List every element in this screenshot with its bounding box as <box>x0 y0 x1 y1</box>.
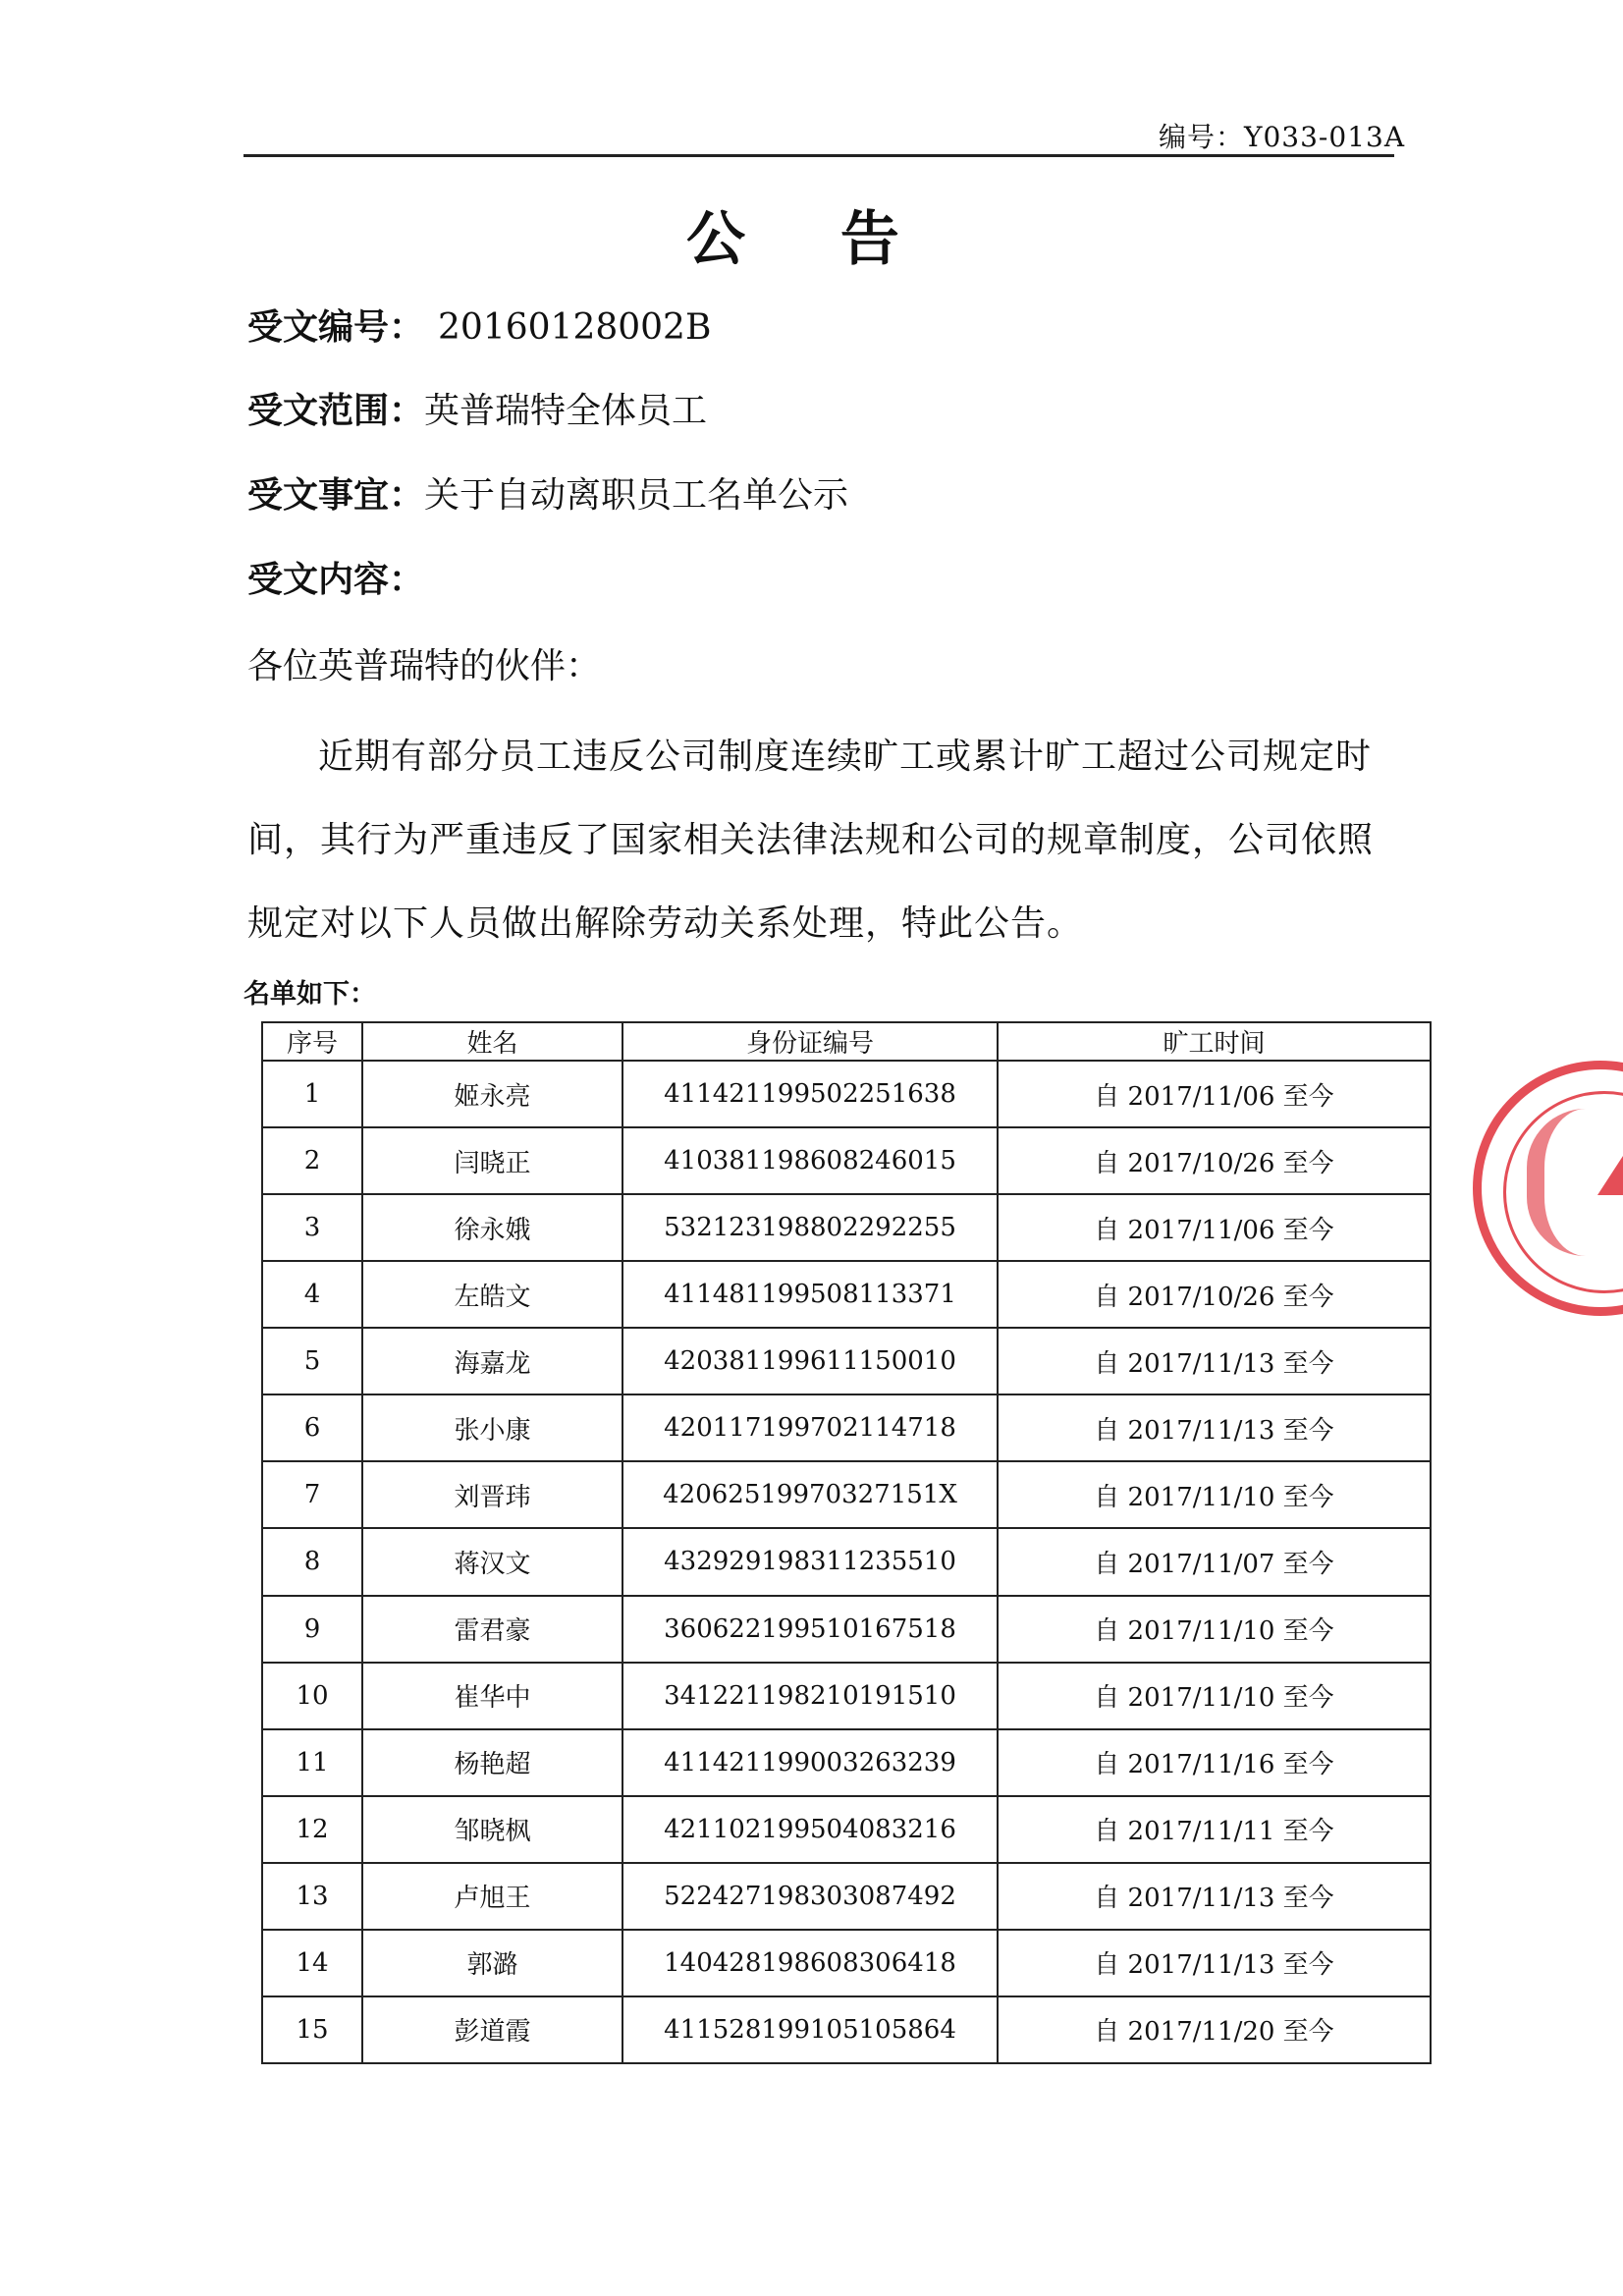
body-paragraph <box>247 715 1386 965</box>
cell-index: 8 <box>262 1528 362 1595</box>
greeting: 各位英普瑞特的伙伴： <box>247 646 602 686</box>
company-seal <box>1473 1061 1623 1316</box>
page-title: 公 告 <box>686 205 937 274</box>
table-row <box>262 1863 1431 1930</box>
cell-index: 9 <box>262 1596 362 1663</box>
cell-name: 杨艳超 <box>362 1729 622 1796</box>
cell-absence-period: 自 2017/10/26 至今 <box>998 1261 1431 1328</box>
cell-index: 4 <box>262 1261 362 1328</box>
cell-index: 11 <box>262 1729 362 1796</box>
table-row <box>262 1796 1431 1863</box>
cell-name: 闫晓正 <box>362 1127 622 1194</box>
header-absence-period: 旷工时间 <box>998 1022 1431 1061</box>
cell-id-number: 411528199105105864 <box>622 1996 998 2063</box>
cell-index: 14 <box>262 1930 362 1996</box>
cell-name: 张小康 <box>362 1394 622 1461</box>
header-rule <box>243 154 1394 157</box>
table-header-row <box>262 1022 1431 1061</box>
cell-name: 卢旭王 <box>362 1863 622 1930</box>
doc-id-field <box>247 300 711 350</box>
cell-id-number: 522427198303087492 <box>622 1863 998 1930</box>
cell-index: 1 <box>262 1061 362 1127</box>
table-row <box>262 1061 1431 1127</box>
cell-absence-period: 自 2017/10/26 至今 <box>998 1127 1431 1194</box>
table-row <box>262 1996 1431 2063</box>
cell-absence-period: 自 2017/11/10 至今 <box>998 1596 1431 1663</box>
cell-id-number: 421102199504083216 <box>622 1796 998 1863</box>
cell-name: 崔华中 <box>362 1663 622 1729</box>
cell-id-number: 432929198311235510 <box>622 1528 998 1595</box>
table-row <box>262 1394 1431 1461</box>
content-label: 受文内容： <box>247 560 425 600</box>
cell-name: 海嘉龙 <box>362 1328 622 1394</box>
table-row <box>262 1930 1431 1996</box>
table-row <box>262 1194 1431 1261</box>
body-text: 近期有部分员工违反公司制度连续旷工或累计旷工超过公司规定时间，其行为严重违反了国家相关法律法规和公司的规章制度，公司依照规定对以下人员做出解除劳动关系处理，特此公告。 <box>247 737 1375 944</box>
cell-id-number: 411481199508113371 <box>622 1261 998 1328</box>
scope-value: 英普瑞特全体员工 <box>424 391 708 431</box>
table-row <box>262 1328 1431 1394</box>
cell-id-number: 410381198608246015 <box>622 1127 998 1194</box>
cell-absence-period: 自 2017/11/10 至今 <box>998 1663 1431 1729</box>
cell-id-number: 140428198608306418 <box>622 1930 998 1996</box>
cell-id-number: 411421199003263239 <box>622 1729 998 1796</box>
cell-id-number: 42062519970327151X <box>622 1461 998 1528</box>
cell-absence-period: 自 2017/11/10 至今 <box>998 1461 1431 1528</box>
cell-index: 5 <box>262 1328 362 1394</box>
scope-field <box>247 383 707 433</box>
cell-name: 彭道霞 <box>362 1996 622 2063</box>
table-row <box>262 1729 1431 1796</box>
scope-label: 受文范围： <box>247 391 425 431</box>
cell-index: 6 <box>262 1394 362 1461</box>
cell-name: 雷君豪 <box>362 1596 622 1663</box>
cell-index: 2 <box>262 1127 362 1194</box>
cell-absence-period: 自 2017/11/13 至今 <box>998 1328 1431 1394</box>
cell-name: 左皓文 <box>362 1261 622 1328</box>
roster-table <box>261 1021 1432 2064</box>
roster-body <box>262 1061 1431 2063</box>
cell-id-number: 532123198802292255 <box>622 1194 998 1261</box>
table-row <box>262 1528 1431 1595</box>
cell-absence-period: 自 2017/11/06 至今 <box>998 1061 1431 1127</box>
matter-label: 受文事宜： <box>247 475 425 516</box>
cell-id-number: 420381199611150010 <box>622 1328 998 1394</box>
table-row <box>262 1261 1431 1328</box>
cell-name: 刘晋玮 <box>362 1461 622 1528</box>
cell-name: 徐永娥 <box>362 1194 622 1261</box>
cell-absence-period: 自 2017/11/13 至今 <box>998 1930 1431 1996</box>
list-label: 名单如下： <box>243 979 376 1010</box>
cell-index: 15 <box>262 1996 362 2063</box>
matter-field <box>247 467 848 518</box>
cell-name: 郭潞 <box>362 1930 622 1996</box>
cell-index: 7 <box>262 1461 362 1528</box>
matter-value: 关于自动离职员工名单公示 <box>424 475 849 516</box>
header-name: 姓名 <box>362 1022 622 1061</box>
table-row <box>262 1663 1431 1729</box>
cell-index: 12 <box>262 1796 362 1863</box>
cell-id-number: 420117199702114718 <box>622 1394 998 1461</box>
cell-index: 3 <box>262 1194 362 1261</box>
cell-absence-period: 自 2017/11/20 至今 <box>998 1996 1431 2063</box>
cell-index: 13 <box>262 1863 362 1930</box>
cell-name: 姬永亮 <box>362 1061 622 1127</box>
table-row <box>262 1461 1431 1528</box>
cell-absence-period: 自 2017/11/06 至今 <box>998 1194 1431 1261</box>
cell-absence-period: 自 2017/11/16 至今 <box>998 1729 1431 1796</box>
cell-absence-period: 自 2017/11/11 至今 <box>998 1796 1431 1863</box>
cell-absence-period: 自 2017/11/13 至今 <box>998 1394 1431 1461</box>
cell-id-number: 360622199510167518 <box>622 1596 998 1663</box>
header-id-number: 身份证编号 <box>622 1022 998 1061</box>
cell-absence-period: 自 2017/11/07 至今 <box>998 1528 1431 1595</box>
doc-id-label: 受文编号： <box>247 307 425 348</box>
cell-absence-period: 自 2017/11/13 至今 <box>998 1863 1431 1930</box>
cell-id-number: 411421199502251638 <box>622 1061 998 1127</box>
content-field <box>247 552 424 602</box>
doc-id-value: 20160128002B <box>438 307 712 348</box>
document-number: 编号：Y033-013A <box>1159 121 1406 153</box>
seal-star-icon <box>1597 1156 1623 1195</box>
cell-name: 邹晓枫 <box>362 1796 622 1863</box>
table-row <box>262 1596 1431 1663</box>
cell-index: 10 <box>262 1663 362 1729</box>
cell-id-number: 341221198210191510 <box>622 1663 998 1729</box>
table-row <box>262 1127 1431 1194</box>
cell-name: 蒋汉文 <box>362 1528 622 1595</box>
header-index: 序号 <box>262 1022 362 1061</box>
